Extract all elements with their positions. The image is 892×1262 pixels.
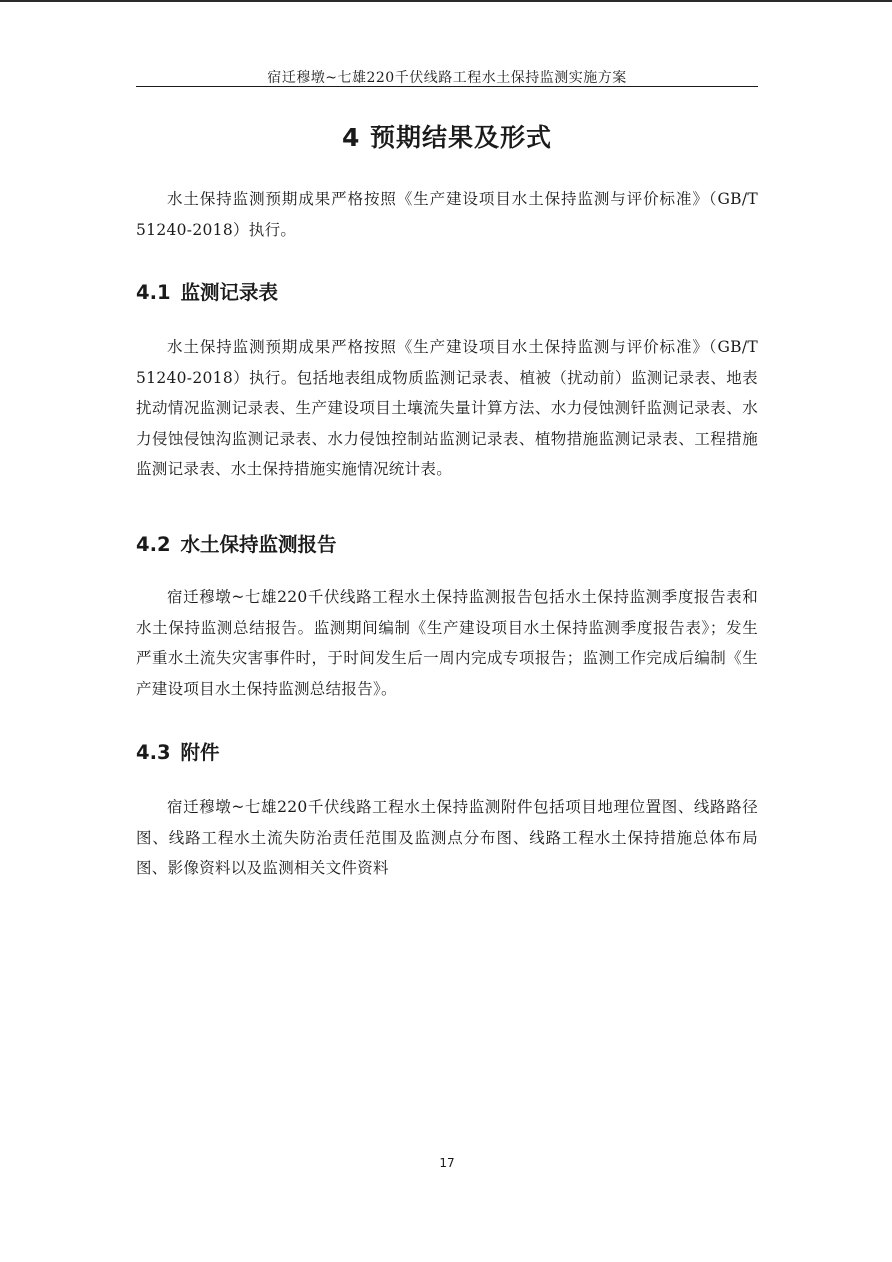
section-number: 4.2: [136, 533, 171, 556]
intro-paragraph: 水土保持监测预期成果严格按照《生产建设项目水土保持监测与评价标准》（GB/T 51240-2018）执行。: [136, 190, 758, 239]
section-title: 水土保持监测报告: [180, 533, 337, 556]
section-heading-4-2: [136, 530, 758, 560]
section-number: 4.3: [136, 741, 171, 764]
chapter-title: 4 预期结果及形式: [341, 123, 553, 152]
section-title: 附件: [180, 741, 220, 764]
running-header: 宿迁穆墩~七雄220千伏线路工程水土保持监测实施方案: [267, 70, 627, 86]
page-number: 17: [439, 1156, 455, 1170]
section-paragraph-4-2: 宿迁穆墩~七雄220千伏线路工程水土保持监测报告包括水土保持监测季度报告表和水土保持监测总结报告。监测期间编制《生产建设项目水土保持监测季度报告表》；发生严重水土流失灾害事件时，于时间发生后一周内完成专项报告；监测工作完成后编制《生产建设项目水土保持监测总结报告》。: [136, 588, 758, 698]
section-paragraph-4-3: 宿迁穆墩~七雄220千伏线路工程水土保持监测附件包括项目地理位置图、线路路径图、线路工程水土流失防治责任范围及监测点分布图、线路工程水土保持措施总体布局图、影像资料以及监测相关文件资料: [136, 798, 758, 878]
section-heading-4-1: [136, 278, 758, 308]
section-number: 4.1: [136, 281, 171, 304]
section-paragraph-4-1: 水土保持监测预期成果严格按照《生产建设项目水土保持监测与评价标准》（GB/T 51240-2018）执行。包括地表组成物质监测记录表、植被（扰动前）监测记录表、地表扰动情况监测记录表、生产建设项目土壤流失量计算方法、水力侵蚀测钎监测记录表、水力侵蚀侵蚀沟监测记录表、水力侵蚀控制站监测记录表、植物措施监测记录表、工程措施监测记录表、水土保持措施实施情况统计表。: [136, 338, 758, 479]
header-rule: [136, 86, 758, 87]
page-top-border: [0, 0, 892, 2]
section-title: 监测记录表: [180, 281, 279, 304]
section-heading-4-3: [136, 738, 758, 768]
